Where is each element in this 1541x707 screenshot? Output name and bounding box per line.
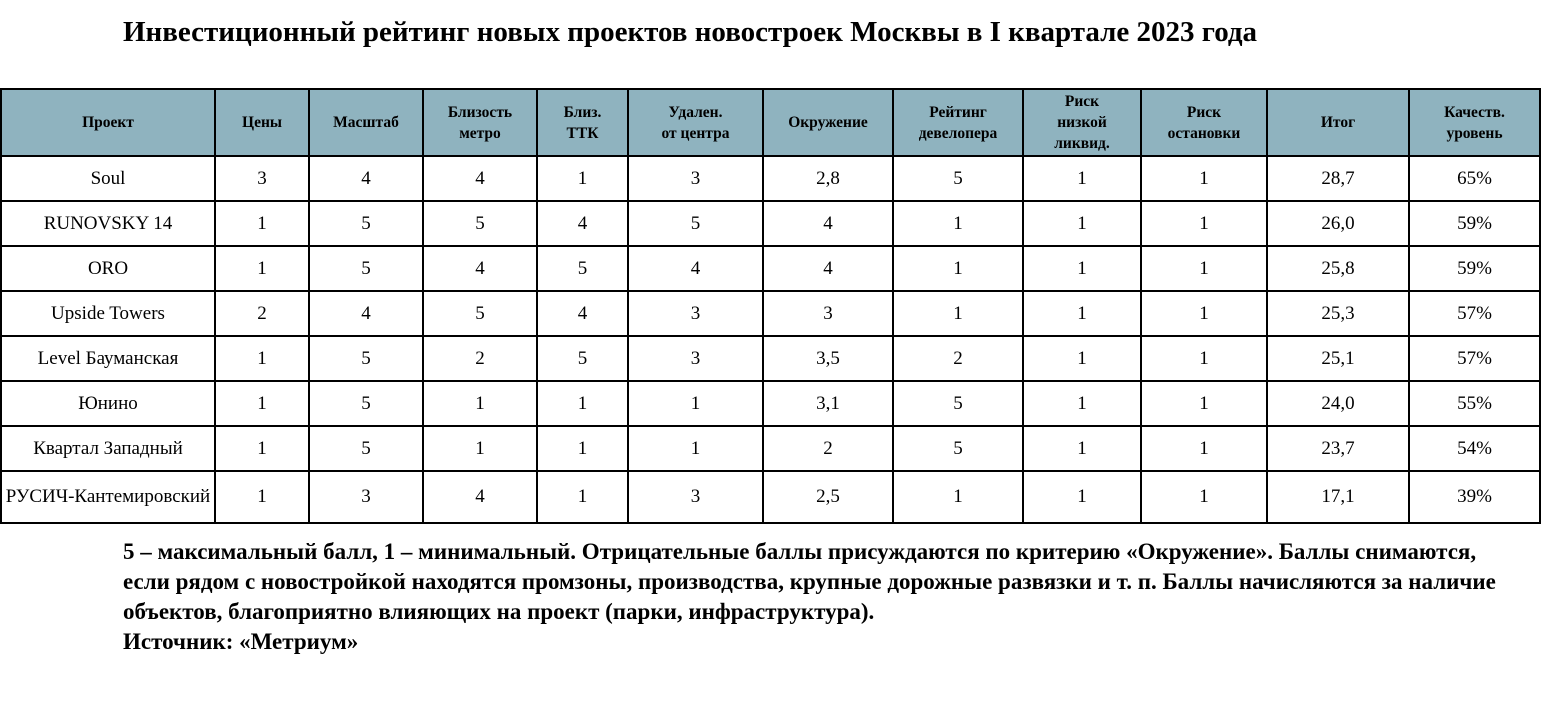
table-cell: 4 [423,156,537,201]
table-cell: 1 [1141,291,1267,336]
table-cell: 28,7 [1267,156,1409,201]
table-cell: 1 [215,471,309,523]
rating-table [0,88,1541,524]
column-header-line: уровень [1446,124,1503,142]
table-cell: 5 [893,156,1023,201]
table-cell: 3 [628,291,763,336]
table-cell: 5 [309,426,423,471]
column-header [215,89,309,156]
table-cell: 1 [1141,381,1267,426]
table-cell: 1 [893,246,1023,291]
table-cell: 2 [893,336,1023,381]
table-cell: 1 [537,381,628,426]
table-cell: 59% [1409,246,1540,291]
page-title: Инвестиционный рейтинг новых проектов новостроек Москвы в I квартале 2023 года [123,16,1258,48]
project-name-cell: Квартал Западный [1,426,215,471]
column-header-line: Риск [1064,93,1100,110]
column-header-line: Удален. [668,103,723,121]
table-cell: 5 [628,201,763,246]
table-cell: 3 [763,291,893,336]
table-cell: 5 [309,201,423,246]
table-body [1,156,1540,523]
table-cell: 39% [1409,471,1540,523]
column-header-line: Итог [1320,114,1356,131]
table-cell: 25,8 [1267,246,1409,291]
table-cell: 57% [1409,291,1540,336]
table-cell: 5 [893,381,1023,426]
table-cell: 2,5 [763,471,893,523]
column-header-line: остановки [1167,124,1241,142]
table-cell: 23,7 [1267,426,1409,471]
table-cell: 5 [309,336,423,381]
table-cell: 65% [1409,156,1540,201]
table-cell: 4 [763,201,893,246]
table-cell: 25,3 [1267,291,1409,336]
table-cell: 3 [628,156,763,201]
table-cell: 2,8 [763,156,893,201]
table-cell: 1 [628,381,763,426]
project-name-cell: Level Бауманская [1,336,215,381]
table-cell: 5 [423,291,537,336]
table-cell: 5 [309,381,423,426]
table-cell: 55% [1409,381,1540,426]
table-cell: 4 [309,156,423,201]
table-cell: 5 [537,246,628,291]
table-cell: 1 [1023,471,1141,523]
project-name-cell: Upside Towers [1,291,215,336]
table-cell: 4 [423,471,537,523]
column-header-line: Риск [1186,103,1222,121]
table-row [1,336,1540,381]
table-row [1,426,1540,471]
column-header [423,89,537,156]
column-header-line: Окружение [788,114,868,131]
table-cell: 4 [309,291,423,336]
table-cell: 1 [423,381,537,426]
table-cell: 5 [537,336,628,381]
table-cell: 1 [1023,201,1141,246]
table-cell: 3 [628,336,763,381]
table-cell: 3,5 [763,336,893,381]
column-header [628,89,763,156]
table-row [1,201,1540,246]
table-row [1,471,1540,523]
table-cell: 17,1 [1267,471,1409,523]
table-cell: 26,0 [1267,201,1409,246]
table-cell: 1 [1023,336,1141,381]
table-cell: 4 [423,246,537,291]
table-cell: 1 [893,201,1023,246]
table-cell: 57% [1409,336,1540,381]
table-cell: 4 [628,246,763,291]
table-cell: 1 [1141,471,1267,523]
table-cell: 5 [893,426,1023,471]
table-row [1,381,1540,426]
project-name-cell: RUNOVSKY 14 [1,201,215,246]
table-row [1,291,1540,336]
project-name-cell: Юнино [1,381,215,426]
column-header-line: ликвид. [1054,135,1110,152]
table-cell: 3 [628,471,763,523]
table-cell: 5 [309,246,423,291]
project-name-cell: Soul [1,156,215,201]
table-cell: 4 [537,291,628,336]
table-cell: 1 [215,381,309,426]
table-cell: 24,0 [1267,381,1409,426]
column-header [1141,89,1267,156]
table-cell: 1 [537,426,628,471]
column-header [893,89,1023,156]
table-cell: 1 [1023,381,1141,426]
column-header-line: девелопера [918,124,998,142]
table-cell: 1 [1141,201,1267,246]
table-cell: 1 [1023,246,1141,291]
column-header [537,89,628,156]
column-header-line: Рейтинг [929,103,987,121]
table-cell: 1 [537,156,628,201]
table-row [1,246,1540,291]
table-cell: 4 [537,201,628,246]
column-header-line: Масштаб [333,114,399,131]
table-cell: 2 [215,291,309,336]
table-cell: 1 [1023,426,1141,471]
table-cell: 1 [1141,156,1267,201]
table-cell: 25,1 [1267,336,1409,381]
column-header-line: метро [459,124,501,142]
notes [123,537,1523,657]
table-cell: 3,1 [763,381,893,426]
column-header-line: Близость [447,103,513,121]
table-cell: 1 [893,291,1023,336]
column-header-line: ТТК [566,124,599,142]
column-header [763,89,893,156]
table-cell: 4 [763,246,893,291]
column-header-line: низкой [1057,114,1107,131]
table-cell: 1 [1023,156,1141,201]
table-cell: 54% [1409,426,1540,471]
table-cell: 1 [1141,426,1267,471]
project-name-cell: РУСИЧ-Кантемировский [1,471,215,523]
table-cell: 3 [215,156,309,201]
table-cell: 1 [423,426,537,471]
table-cell: 3 [309,471,423,523]
table-cell: 1 [1141,336,1267,381]
table-cell: 2 [763,426,893,471]
column-header-line: Проект [82,114,134,131]
table-cell: 1 [537,471,628,523]
table-cell: 1 [215,426,309,471]
table-header-row [1,89,1540,156]
table-cell: 5 [423,201,537,246]
table-cell: 1 [215,246,309,291]
table-cell: 1 [893,471,1023,523]
table-cell: 1 [1141,246,1267,291]
column-header [1409,89,1540,156]
source-text: Источник: «Метриум» [123,629,359,654]
column-header-line: Цены [242,114,282,131]
column-header [309,89,423,156]
column-header-line: Близ. [563,103,602,121]
notes-text: 5 – максимальный балл, 1 – минимальный. Отрицательные баллы присуждаются по критерию «Окружение». Баллы снимаются, если рядом с новостройкой находятся промзоны, производства, крупные дорожные развязки и т. п. Баллы начисляются за наличие объектов, благоприятно влияющих на проект (парки, инфраструктура). [123,539,1496,624]
table-cell: 2 [423,336,537,381]
column-header [1267,89,1409,156]
table-cell: 1 [215,336,309,381]
column-header-line: Качеств. [1444,103,1505,121]
table-row [1,156,1540,201]
table-cell: 1 [628,426,763,471]
table-cell: 1 [1023,291,1141,336]
column-header-line: от центра [661,124,730,142]
table-cell: 59% [1409,201,1540,246]
project-name-cell: ORO [1,246,215,291]
column-header [1023,89,1141,156]
table-cell: 1 [215,201,309,246]
column-header [1,89,215,156]
